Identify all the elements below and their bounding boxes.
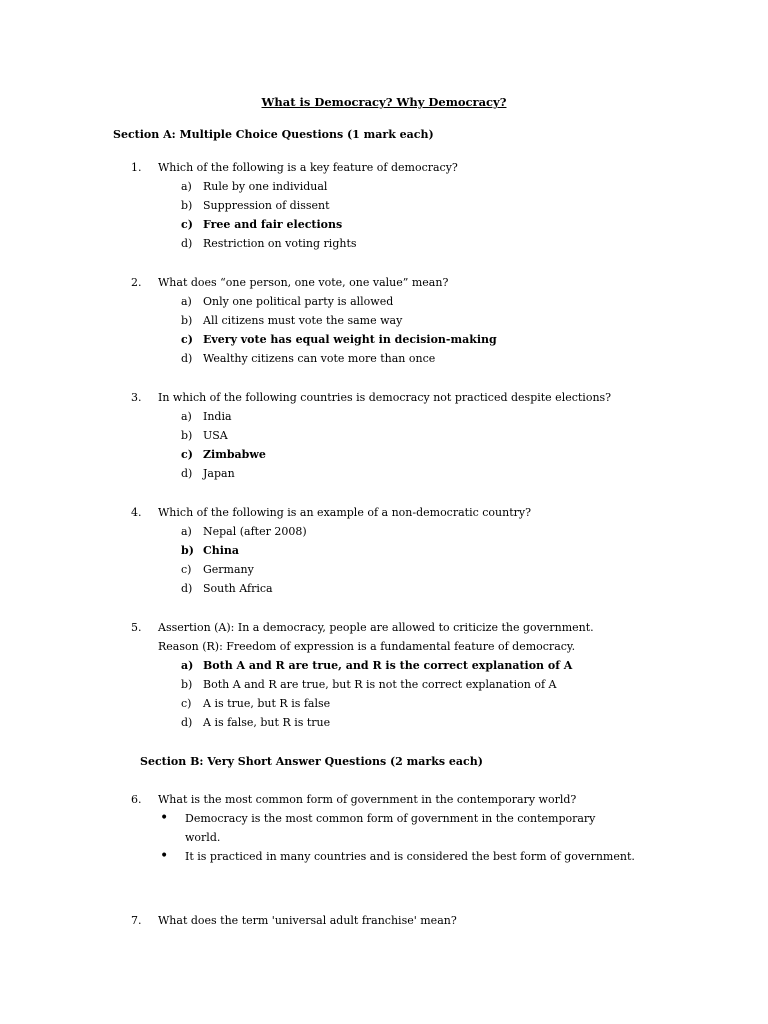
option-label: a) (181, 410, 192, 423)
option-label: d) (181, 237, 193, 250)
question-number: 3. (131, 391, 142, 404)
option-text: Japan (203, 467, 235, 480)
option-a (0, 407, 768, 426)
option-c (0, 445, 768, 464)
option-text: Rule by one individual (203, 180, 328, 193)
option-label: b) (181, 314, 193, 327)
question-reason (0, 637, 768, 656)
option-text: Nepal (after 2008) (203, 525, 307, 538)
option-label: c) (181, 218, 193, 231)
option-d (0, 349, 768, 368)
question-stem (0, 388, 768, 407)
question-2 (0, 273, 768, 368)
question-text: What does the term 'universal adult franchise' mean? (158, 914, 457, 927)
option-text: Free and fair elections (203, 218, 343, 231)
question-stem (0, 273, 768, 292)
question-number: 1. (131, 161, 142, 174)
question-text: In which of the following countries is democracy not practiced despite elections? (158, 391, 612, 404)
option-text: Zimbabwe (203, 448, 266, 461)
option-b (0, 196, 768, 215)
option-b (0, 311, 768, 330)
option-text: Only one political party is allowed (203, 295, 394, 308)
question-stem (0, 158, 768, 177)
option-text: Every vote has equal weight in decision-making (203, 333, 497, 346)
option-d (0, 713, 768, 732)
page-title: What is Democracy? Why Democracy? (261, 95, 507, 109)
question-7 (0, 911, 768, 930)
option-label: d) (181, 716, 193, 729)
bullet-icon (160, 809, 168, 828)
option-label: a) (181, 659, 194, 672)
question-text: Which of the following is a key feature of democracy? (158, 161, 458, 174)
option-label: c) (181, 448, 193, 461)
option-label: a) (181, 525, 192, 538)
question-number: 5. (131, 621, 142, 634)
option-text: Both A and R are true, and R is the correct explanation of A (203, 659, 573, 672)
option-label: b) (181, 678, 193, 691)
option-text: A is true, but R is false (203, 697, 331, 710)
option-text: China (203, 544, 240, 557)
option-label: a) (181, 180, 192, 193)
option-text: South Africa (203, 582, 273, 595)
option-text: All citizens must vote the same way (203, 314, 403, 327)
section-b-heading: Section B: Very Short Answer Questions (2 marks each) (140, 755, 483, 768)
option-d (0, 464, 768, 483)
section-a-heading: Section A: Multiple Choice Questions (1 mark each) (113, 128, 434, 141)
bullet-icon (160, 847, 168, 866)
question-stem (0, 911, 768, 930)
option-text: Germany (203, 563, 254, 576)
option-d (0, 579, 768, 598)
question-number: 6. (131, 793, 142, 806)
reason-text: Reason (R): Freedom of expression is a fundamental feature of democracy. (158, 640, 576, 653)
option-b (0, 426, 768, 445)
option-c (0, 215, 768, 234)
option-b (0, 541, 768, 560)
answer-text: Democracy is the most common form of government in the contemporary world. (185, 812, 596, 844)
assertion-text: Assertion (A): In a democracy, people are allowed to criticize the government. (158, 621, 594, 634)
question-stem (0, 503, 768, 522)
option-label: d) (181, 352, 193, 365)
option-label: d) (181, 582, 193, 595)
option-label: d) (181, 467, 193, 480)
question-4 (0, 503, 768, 598)
option-a (0, 522, 768, 541)
option-label: c) (181, 333, 193, 346)
option-a (0, 656, 768, 675)
question-number: 7. (131, 914, 142, 927)
question-text: What is the most common form of government in the contemporary world? (158, 793, 577, 806)
option-text: USA (203, 429, 228, 442)
option-a (0, 177, 768, 196)
question-text: Which of the following is an example of a non-democratic country? (158, 506, 532, 519)
question-number: 4. (131, 506, 142, 519)
answer-bullet (0, 847, 768, 866)
question-1 (0, 158, 768, 253)
question-stem (0, 790, 768, 809)
option-label: b) (181, 544, 194, 557)
question-6 (0, 790, 768, 866)
option-label: b) (181, 429, 193, 442)
option-b (0, 675, 768, 694)
option-label: a) (181, 295, 192, 308)
option-text: India (203, 410, 232, 423)
option-text: A is false, but R is true (203, 716, 331, 729)
option-text: Restriction on voting rights (203, 237, 357, 250)
question-3 (0, 388, 768, 483)
option-c (0, 330, 768, 349)
question-text: What does “one person, one vote, one value” mean? (158, 276, 449, 289)
option-text: Both A and R are true, but R is not the correct explanation of A (203, 678, 557, 691)
option-d (0, 234, 768, 253)
question-5 (0, 618, 768, 732)
option-label: c) (181, 563, 192, 576)
option-text: Wealthy citizens can vote more than once (203, 352, 436, 365)
option-text: Suppression of dissent (203, 199, 330, 212)
option-c (0, 694, 768, 713)
answer-text: It is practiced in many countries and is considered the best form of government. (185, 850, 635, 863)
option-label: c) (181, 697, 192, 710)
question-assertion (0, 618, 768, 637)
option-c (0, 560, 768, 579)
option-label: b) (181, 199, 193, 212)
answer-bullet (0, 809, 768, 847)
question-number: 2. (131, 276, 142, 289)
option-a (0, 292, 768, 311)
